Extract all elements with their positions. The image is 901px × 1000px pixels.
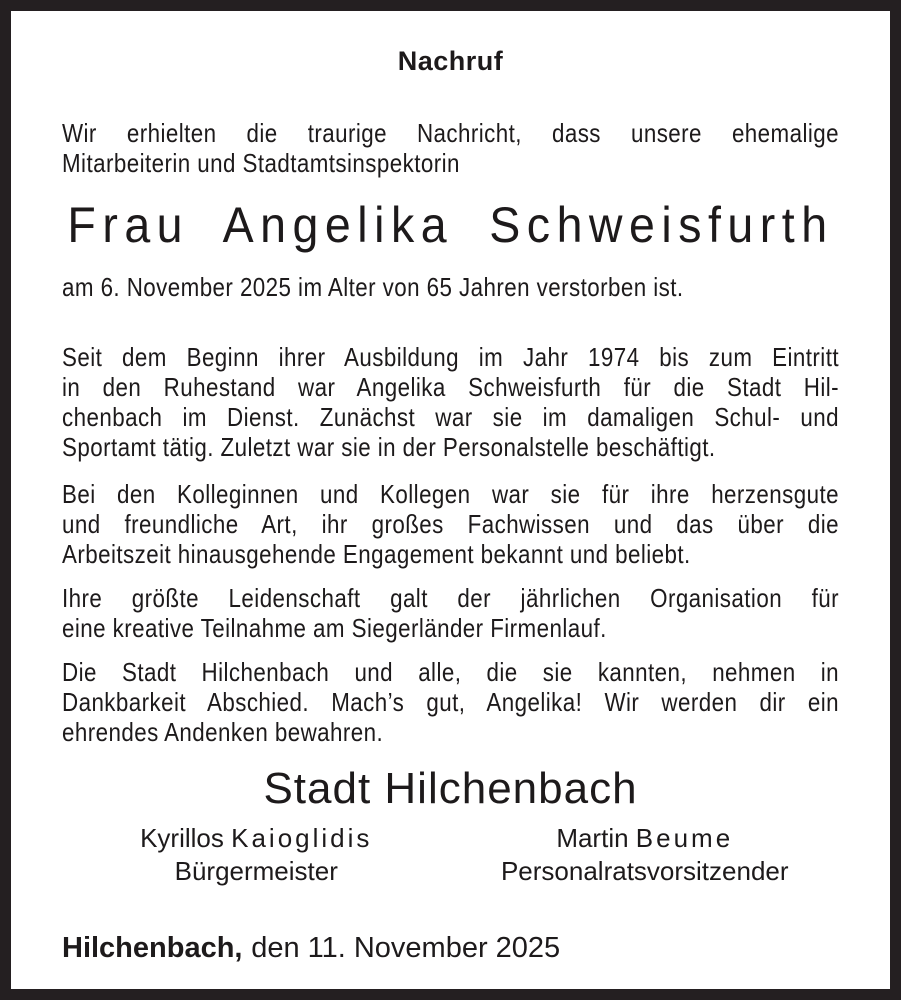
notice-content [11, 11, 890, 989]
death-date-line [62, 272, 839, 302]
signature-last-name: Kaioglidis [231, 823, 373, 853]
text-line: Sportamt tätig. Zuletzt war sie in der Personalstelle beschäftigt. [62, 432, 716, 462]
intro-paragraph [62, 118, 839, 178]
signature-role: Bürgermeister [174, 856, 338, 886]
signature-mayor [62, 822, 451, 888]
signature-first-name: Martin [556, 823, 629, 853]
text-line: und freundliche Art, ihr großes Fachwissen und das über die [62, 509, 839, 539]
text-line: eine kreative Teilnahme am Siegerländer Firmenlauf. [62, 613, 607, 643]
signature-name [451, 822, 840, 855]
signature-last-name: Beume [635, 823, 734, 853]
signature-staff-council-chair [451, 822, 840, 888]
dateline-place: Hilchenbach, [62, 932, 243, 964]
text-line: in den Ruhestand war Angelika Schweisfurth für die Stadt Hil- [62, 372, 839, 402]
body-paragraph-farewell [62, 657, 839, 747]
body-paragraph-colleagues [62, 479, 839, 569]
deceased-name: Frau Angelika Schweisfurth [67, 197, 834, 253]
dateline-date: den 11. November 2025 [251, 932, 561, 964]
text-line: Arbeitszeit hinausgehende Engagement bekannt und beliebt. [62, 539, 691, 569]
text-line: Mitarbeiterin und Stadtamtsinspektorin [62, 148, 460, 178]
text-line: Ihre größte Leidenschaft galt der jährlichen Organisation für [62, 583, 839, 613]
text-line: Wir erhielten die traurige Nachricht, dass unsere ehemalige [62, 118, 839, 148]
text-line: Bei den Kolleginnen und Kollegen war sie für ihre herzensgute [62, 479, 839, 509]
text-line: Seit dem Beginn ihrer Ausbildung im Jahr 1974 bis zum Eintritt [62, 342, 839, 372]
notice-title: Nachruf [397, 46, 504, 76]
dateline [62, 932, 839, 964]
body-paragraph-passion [62, 583, 839, 643]
signature-role: Personalratsvorsitzender [500, 856, 789, 886]
signature-first-name: Kyrillos [140, 823, 224, 853]
signature-name [62, 822, 451, 855]
signature-block [62, 822, 839, 888]
text-line: Dankbarkeit Abschied. Mach’s gut, Angelika! Wir werden dir ein [62, 687, 839, 717]
text-line: Die Stadt Hilchenbach und alle, die sie kannten, nehmen in [62, 657, 839, 687]
body-paragraph-career [62, 342, 839, 462]
text-line: chenbach im Dienst. Zunächst war sie im damaligen Schul- und [62, 402, 839, 432]
organization-name: Stadt Hilchenbach [263, 764, 638, 813]
text-line: am 6. November 2025 im Alter von 65 Jahren verstorben ist. [62, 272, 684, 302]
text-line: ehrendes Andenken bewahren. [62, 717, 384, 747]
